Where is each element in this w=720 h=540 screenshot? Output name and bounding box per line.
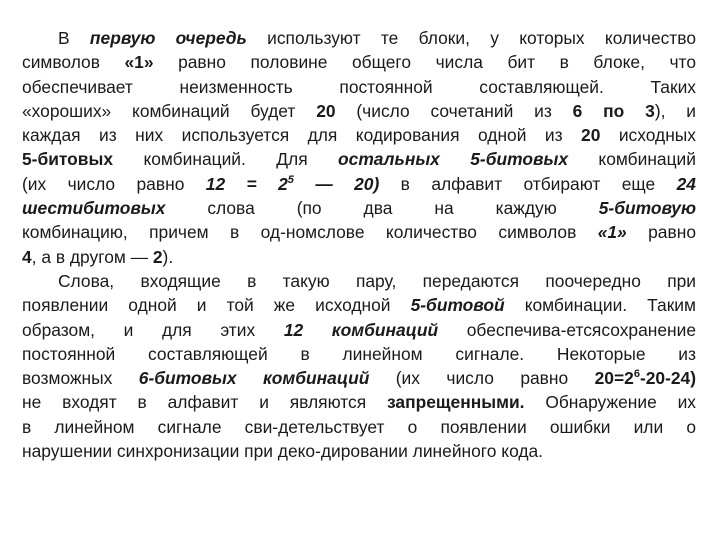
p1-line-5 (22, 123, 696, 147)
text: комбинацию, причем в од-номслове количество символов (22, 222, 598, 243)
text: появлении одной и той же исходной (22, 295, 411, 316)
p1-line-3 (22, 75, 696, 99)
p2-line-2 (22, 293, 696, 317)
text: образом, и для этих (22, 319, 284, 340)
text: используют те блоки, у которых количество (246, 28, 696, 48)
emphasis-text (206, 174, 379, 194)
text: символов (22, 52, 125, 73)
text: Слова, входящие в такую пару, передаются поочередно при (58, 270, 696, 291)
emphasis-text: 24 (676, 173, 696, 194)
superscript: 6 (633, 368, 640, 381)
text: обеспечивает неизменность постоянной составляющей. Таких (22, 76, 696, 97)
text: комбинаций (568, 149, 696, 170)
bold-text: запрещенными. (386, 392, 525, 413)
bold-text (595, 368, 696, 388)
text: В (58, 28, 90, 48)
p1-line-4 (22, 99, 696, 123)
p2-line-4 (22, 342, 696, 366)
p1-line-7 (22, 172, 696, 196)
bold-text: 20 (316, 100, 336, 121)
p2-line-5 (22, 366, 696, 390)
text: «хороших» комбинаций будет (22, 100, 317, 121)
p1-line-1 (22, 26, 696, 50)
bold-text: 6 по 3 (572, 100, 655, 121)
text: (число сочетаний из (335, 100, 573, 121)
text: Обнаружение их (524, 392, 697, 413)
bold-text: 5-битовых (22, 149, 114, 170)
text: исходных (600, 125, 696, 146)
superscript: 5 (287, 173, 294, 186)
formula-text: 12 = 2 (205, 173, 288, 194)
text: слова (по два на каждую (165, 198, 599, 219)
p2-line-3 (22, 318, 696, 342)
bold-text: 2 (152, 246, 163, 267)
text: равно половине общего числа бит в блоке, что (153, 52, 696, 73)
bold-text: 4 (22, 246, 32, 267)
text: постоянной составляющей в линейном сигнале. Некоторые из (22, 343, 696, 364)
formula-text: 20=2 (594, 368, 634, 389)
text: ), и (654, 100, 696, 121)
text: обеспечива-етсясохранение (438, 319, 697, 340)
formula-text: -20-24) (639, 368, 696, 389)
text: нарушении синхронизации при деко-дировании линейного кода. (22, 441, 544, 462)
emphasis-text: 12 комбинаций (283, 319, 439, 340)
text: , а в другом — (31, 246, 153, 267)
emphasis-text: первую очередь (89, 28, 247, 48)
p1-line-8 (22, 196, 696, 220)
emphasis-text: 5-битовую (598, 198, 696, 219)
p1-line-9 (22, 220, 696, 244)
emphasis-text: «1» (597, 222, 627, 243)
emphasis-text: 6-битовых комбинаций (138, 368, 370, 389)
text: комбинации. Таким (504, 295, 696, 316)
formula-text: — 20) (293, 173, 380, 194)
emphasis-text: шестибитовых (22, 198, 166, 219)
emphasis-text: 5-битовой (410, 295, 505, 316)
text: комбинаций. Для (113, 149, 339, 170)
text: ). (162, 246, 174, 267)
p2-line-8 (22, 439, 696, 463)
bold-text: «1» (124, 52, 154, 73)
text: в линейном сигнале сви-детельствует о появлении ошибки или о (22, 416, 696, 437)
bold-text: 20 (581, 125, 601, 146)
p2-line-7 (22, 415, 696, 439)
p2-line-1 (22, 269, 696, 293)
text: равно (626, 222, 696, 243)
text: (их число равно (369, 368, 595, 389)
text: каждая из них используется для кодирования одной из (22, 125, 582, 146)
text: (их число равно (22, 173, 206, 194)
emphasis-text: остальных 5-битовых (338, 149, 568, 170)
p1-line-2 (22, 50, 696, 74)
text: не входят в алфавит и являются (22, 392, 387, 413)
document-page (22, 26, 696, 463)
text: в алфавит отбирают еще (379, 173, 677, 194)
text: возможных (22, 368, 139, 389)
p1-line-10 (22, 245, 696, 269)
p2-line-6 (22, 390, 696, 414)
p1-line-6 (22, 147, 696, 171)
